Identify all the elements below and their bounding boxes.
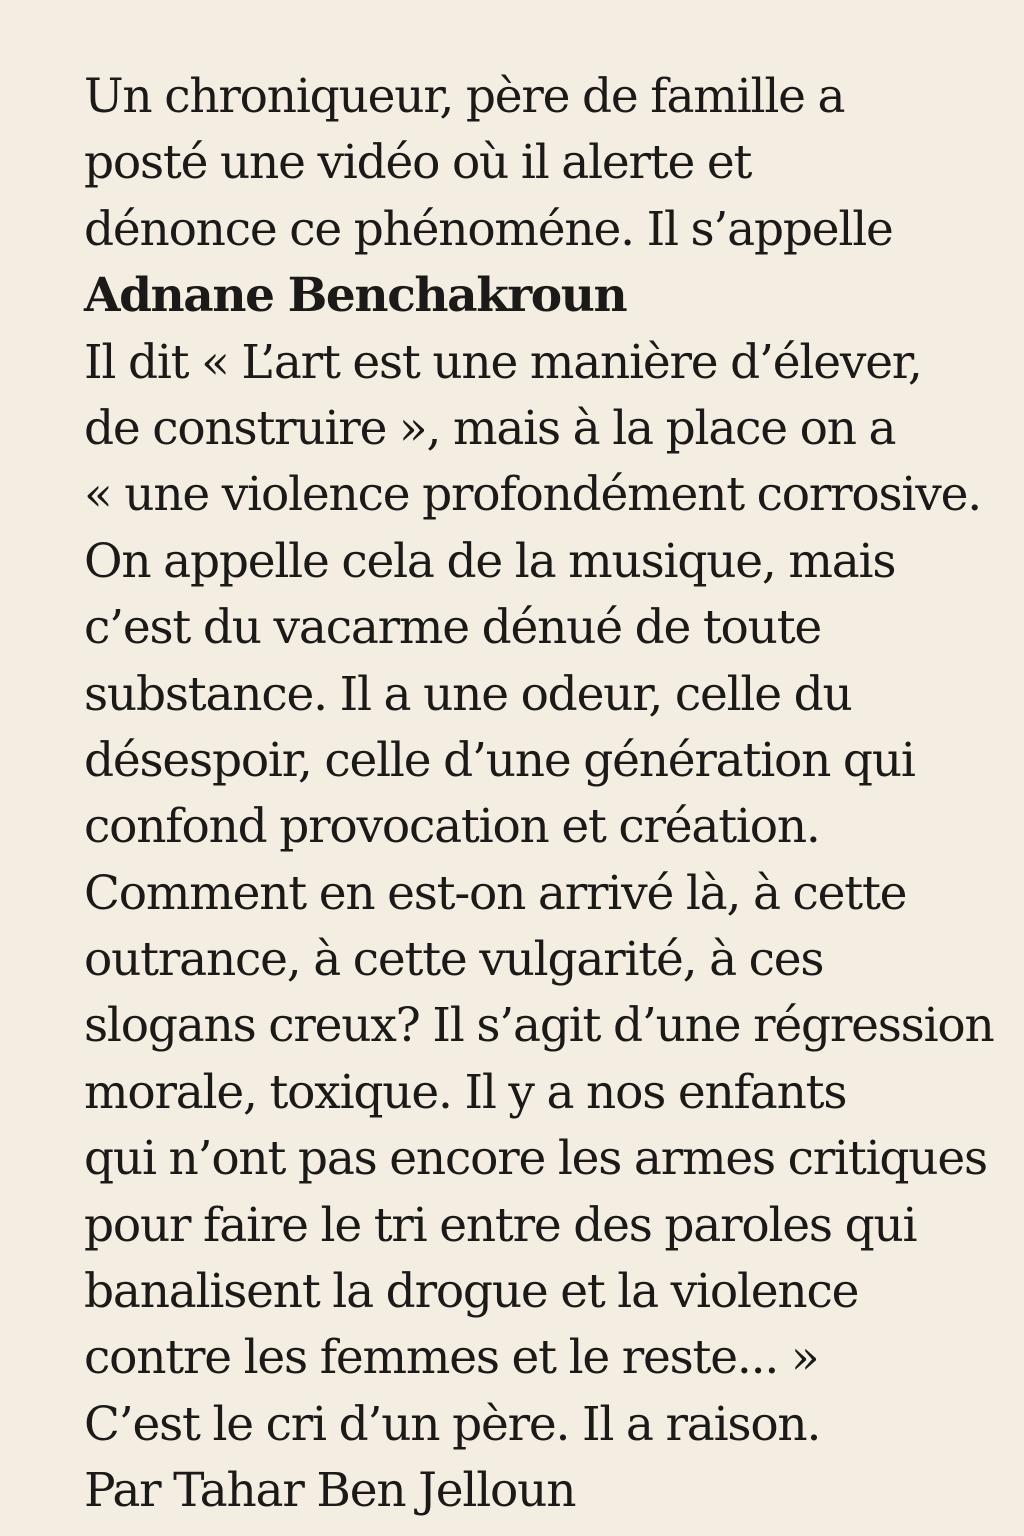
text-line: « une violence profondément corrosive. (84, 467, 981, 523)
text-line: banalisent la drogue et la violence (84, 1264, 859, 1320)
text-line: de construire », mais à la place on a (84, 400, 896, 456)
article-text (84, 64, 1004, 1525)
text-line: Un chroniqueur, père de famille a (84, 69, 845, 124)
text-line: désespoir, celle d’une génération qui (84, 732, 915, 788)
text-line: Comment en est-on arrivé là, à cette (84, 865, 907, 921)
author-name: Adnane Benchakroun (84, 268, 627, 324)
text-line: dénonce ce phénoméne. Il s’appelle (84, 201, 893, 257)
text-line: substance. Il a une odeur, celle du (84, 666, 852, 722)
text-line: outrance, à cette vulgarité, à ces (84, 932, 824, 988)
text-line: contre les femmes et le reste... » (84, 1330, 819, 1386)
text-line: slogans creux? Il s’agit d’une régression (84, 998, 994, 1054)
byline: Par Tahar Ben Jelloun (84, 1463, 576, 1519)
text-line: On appelle cela de la musique, mais (84, 533, 896, 589)
text-line: morale, toxique. Il y a nos enfants (84, 1064, 847, 1120)
text-line: confond provocation et création. (84, 799, 820, 855)
text-line: posté une vidéo où il alerte et (84, 135, 752, 191)
text-line: pour faire le tri entre des paroles qui (84, 1197, 917, 1253)
text-line: qui n’ont pas encore les armes critiques (84, 1131, 987, 1187)
text-line: c’est du vacarme dénué de toute (84, 600, 822, 656)
text-line: C’est le cri d’un père. Il a raison. (84, 1396, 821, 1452)
text-line: Il dit « L’art est une manière d’élever, (84, 334, 922, 390)
